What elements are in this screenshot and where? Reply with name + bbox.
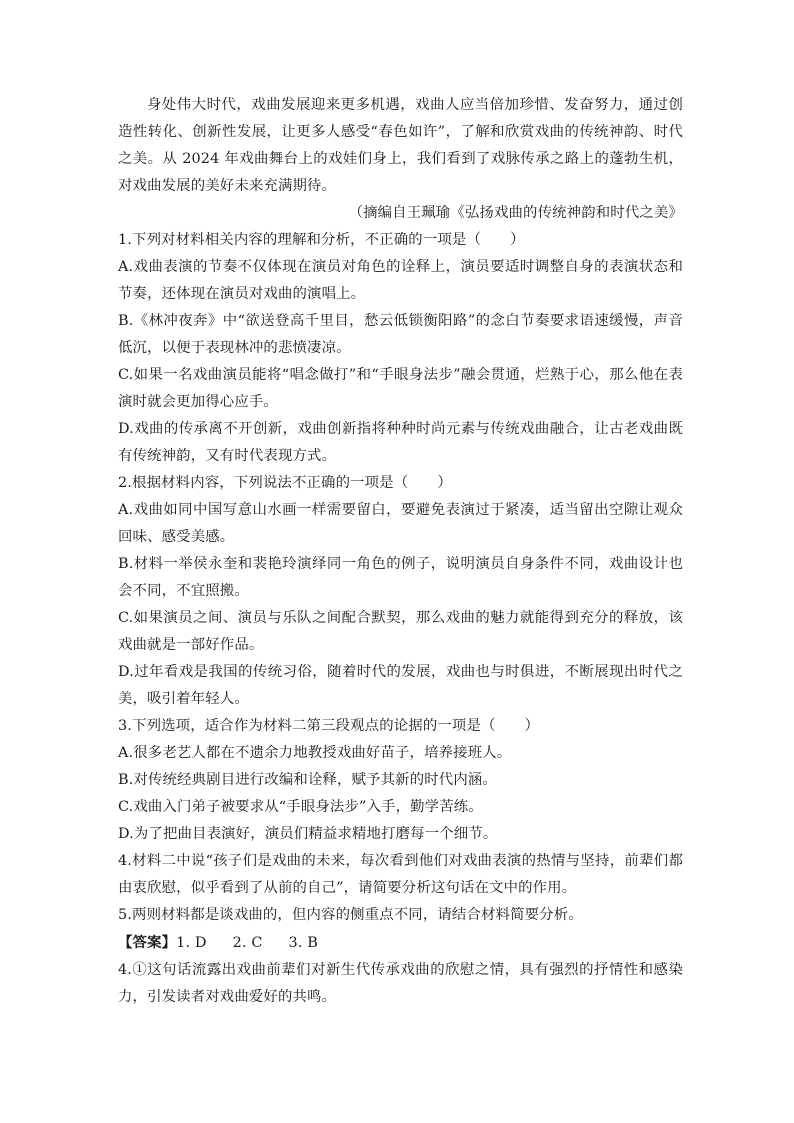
source-citation: （摘编自王珮瑜《弘扬戏曲的传统神韵和时代之美》 bbox=[348, 205, 683, 221]
question-5-stem: 5.两则材料都是谈戏曲的，但内容的侧重点不同，请结合材料简要分析。 bbox=[118, 907, 583, 923]
answer-1: 1. D bbox=[176, 935, 207, 951]
answer-3: 3. B bbox=[288, 935, 319, 951]
question-2-stem: 2.根据材料内容，下列说法不正确的一项是（ ） bbox=[118, 475, 452, 491]
question-3-option-d: D.为了把曲目表演好，演员们精益求精地打磨每一个细节。 bbox=[118, 826, 498, 842]
question-3-option-c: C.戏曲入门弟子被要求从“手眼身法步”入手，勤学苦练。 bbox=[118, 799, 483, 815]
question-1-option-d: D.戏曲的传承离不开创新，戏曲创新指将种种时尚元素与传统戏曲融合，让古老戏曲既有传统神韵，又有时代表现方式。 bbox=[118, 421, 683, 464]
answer-label: 【答案】 bbox=[118, 934, 177, 951]
intro-paragraph: 身处伟大时代，戏曲发展迎来更多机遇，戏曲人应当倍加珍惜、发奋努力，通过创造性转化、创新性发展，让更多人感受“春色如许”，了解和欣赏戏曲的传统神韵、时代之美。从 2024 年戏曲舞台上的戏娃们身上，我们看到了戏脉传承之路上的蓬勃生机，对戏曲发展的美好未来充满期待。 bbox=[118, 97, 683, 194]
document-page bbox=[118, 92, 683, 1011]
question-2-option-d: D.过年看戏是我国的传统习俗，随着时代的发展，戏曲也与时俱进，不断展现出时代之美，吸引着年轻人。 bbox=[118, 664, 683, 707]
question-1-option-c: C.如果一名戏曲演员能将“唱念做打”和“手眼身法步”融会贯通，烂熟于心，那么他在表演时就会更加得心应手。 bbox=[118, 367, 683, 410]
question-2-option-b: B.材料一举侯永奎和裴艳玲演绎同一角色的例子，说明演员自身条件不同，戏曲设计也会不同，不宜照搬。 bbox=[118, 556, 683, 599]
question-3-stem: 3.下列选项，适合作为材料二第三段观点的论据的一项是（ ） bbox=[118, 718, 540, 734]
question-2-option-a: A.戏曲如同中国写意山水画一样需要留白，要避免表演过于紧凑，适当留出空隙让观众回味、感受美感。 bbox=[118, 502, 683, 545]
question-1-option-a: A.戏曲表演的节奏不仅体现在演员对角色的诠释上，演员要适时调整自身的表演状态和节奏，还体现在演员对戏曲的演唱上。 bbox=[118, 259, 683, 302]
question-2-option-c: C.如果演员之间、演员与乐队之间配合默契，那么戏曲的魅力就能得到充分的释放，该戏曲就是一部好作品。 bbox=[118, 610, 683, 653]
answer-2: 2. C bbox=[232, 935, 263, 951]
question-3-option-b: B.对传统经典剧目进行改编和诠释，赋予其新的时代内涵。 bbox=[118, 772, 497, 788]
question-4-stem: 4.材料二中说“孩子们是戏曲的未来，每次看到他们对戏曲表演的热情与坚持，前辈们都由衷欣慰，似乎看到了从前的自己”，请简要分析这句话在文中的作用。 bbox=[118, 853, 683, 896]
question-1-option-b: B.《林冲夜奔》中“欲送登高千里目，愁云低锁衡阳路”的念白节奏要求语速缓慢，声音低沉，以便于表现林冲的悲愤凄凉。 bbox=[118, 313, 683, 356]
question-3-option-a: A.很多老艺人都在不遗余力地教授戏曲好苗子，培养接班人。 bbox=[118, 745, 512, 761]
answer-line bbox=[118, 929, 683, 957]
answer-4-text: 4.①这句话流露出戏曲前辈们对新生代传承戏曲的欣慰之情，具有强烈的抒情性和感染力，引发读者对戏曲爱好的共鸣。 bbox=[118, 962, 683, 1005]
question-1-stem: 1.下列对材料相关内容的理解和分析，不正确的一项是（ ） bbox=[118, 232, 525, 248]
